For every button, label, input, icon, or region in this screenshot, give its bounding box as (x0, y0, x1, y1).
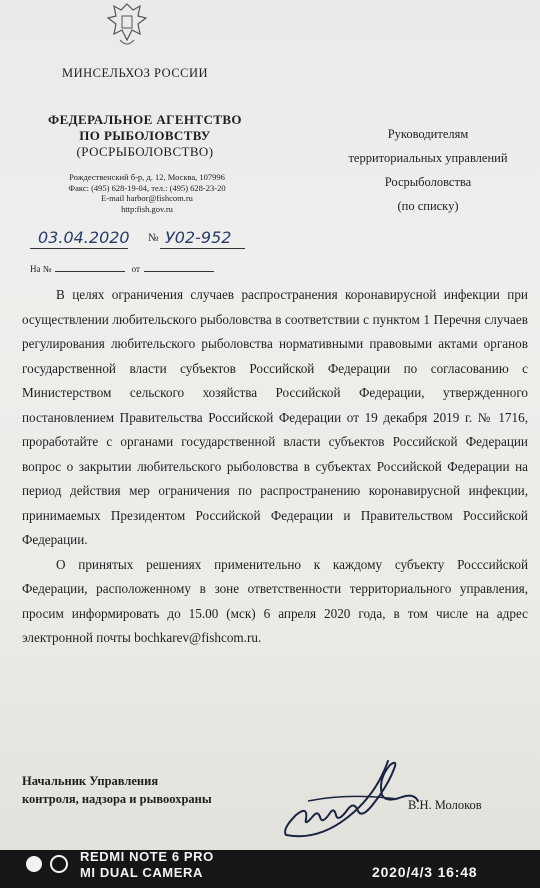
camera-watermark (80, 849, 214, 881)
registration-line (30, 228, 245, 250)
agency-contacts (52, 172, 242, 214)
reference-prefix: На № (30, 264, 52, 274)
paragraph-1: В целях ограничения случаев распространения коронавирусной инфекции при осуществлении любительского рыболовства в соответствии с пунктом 1 Перечня случаев регулирования любительского рыболовства нормативными правовыми актами органов государственной власти субъектов Российской Федерации по согласованию с Министерством сельского хозяйства Российской Федерации, утвержденного постановлением Правительства Российской Федерации от 19 декабря 2019 г. № 1716, проработайте с органами государственной власти субъектов Российской Федерации вопрос о закрытии любительского рыболовства в субъектах Российской Федерации на период действия мер ограничения по распространению коронавирусной инфекции, принимаемых Президентом Российской Федерации и Правительством Российской Федерации. (22, 287, 528, 547)
paragraph-2: О принятых решениях применительно к каждому субъекту Росссийской Федерации, расположенному в зоне ответственности территориального управления, просим информировать до 15.00 (мск) 6 апреля 2020 года, в том числе на адрес электронной почты bochkarev@fishcom.ru. (22, 556, 528, 645)
addressee-block (318, 122, 538, 218)
document-date: 03.04.2020 (38, 228, 130, 247)
ministry-name: МИНСЕЛЬХОЗ РОССИИ (62, 66, 209, 80)
document-number: У02-952 (165, 228, 232, 247)
signatory-title (22, 772, 212, 808)
addressee-line-2: территориальных управлений (348, 151, 508, 165)
addressee-line-4: (по списку) (397, 199, 459, 213)
number-sign: № (148, 232, 159, 244)
camera-dot-ring (50, 855, 68, 873)
agency-abbreviation: (РОСРЫБОЛОВСТВО) (76, 144, 214, 159)
signature-icon (278, 755, 428, 845)
camera-model: REDMI NOTE 6 PRO (80, 849, 214, 864)
reference-from: от (131, 264, 140, 274)
signatory-title-line-2: контроля, надзора и рывоохраны (22, 792, 212, 806)
signer-name: В.Н. Молоков (408, 798, 482, 812)
agency-line-1: ФЕДЕРАЛЬНОЕ АГЕНТСТВО (48, 112, 242, 127)
addressee-line-3: Росрыболовства (384, 175, 472, 189)
letter-body (22, 283, 528, 651)
emblem-icon (102, 0, 152, 52)
reference-line (30, 262, 218, 274)
agency-line-2: ПО РЫБОЛОВСТВУ (79, 128, 211, 143)
agency-name (40, 112, 250, 160)
signatory-title-line-1: Начальник Управления (22, 774, 159, 788)
website: http:fish.gov.ru (121, 203, 173, 214)
email-address: E-mail harbor@fishcom.ru (101, 193, 193, 203)
addressee-line-1: Руководителям (387, 127, 469, 141)
postal-address: Рождественский б-р, д. 12, Москва, 107996 (69, 172, 225, 182)
phone-numbers: Факс: (495) 628-19-04, тел.: (495) 628-23-20 (68, 182, 226, 193)
camera-dot-filled (26, 856, 42, 872)
camera-type: MI DUAL CAMERA (80, 865, 203, 880)
photo-timestamp: 2020/4/3 16:48 (372, 864, 478, 880)
